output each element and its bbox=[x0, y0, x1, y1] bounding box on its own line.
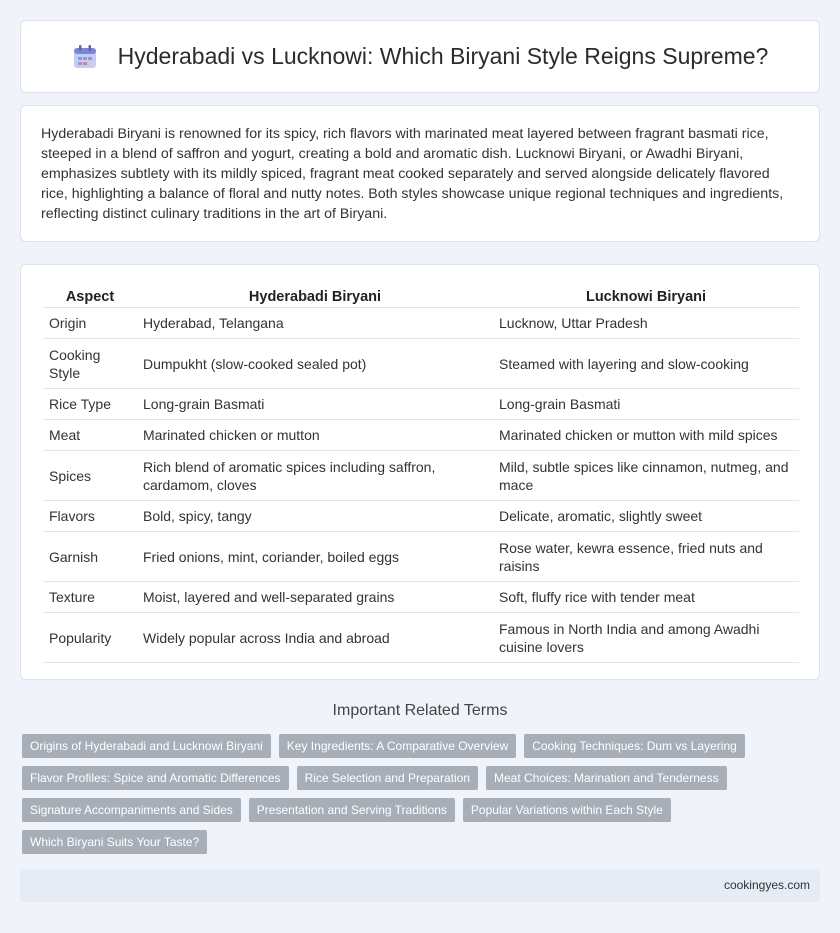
title-card bbox=[20, 20, 820, 93]
cell-aspect: Meat bbox=[43, 420, 137, 451]
cell-aspect: Garnish bbox=[43, 532, 137, 582]
cell-aspect: Spices bbox=[43, 451, 137, 501]
footer bbox=[20, 869, 820, 902]
term-tag[interactable]: Popular Variations within Each Style bbox=[463, 798, 671, 822]
cell-hyderabadi: Rich blend of aromatic spices including saffron, cardamom, cloves bbox=[137, 451, 493, 501]
term-tag[interactable]: Meat Choices: Marination and Tenderness bbox=[486, 766, 727, 790]
cell-lucknowi: Rose water, kewra essence, fried nuts and raisins bbox=[493, 532, 799, 582]
header-hyderabadi: Hyderabadi Biryani bbox=[137, 287, 493, 308]
cell-aspect: Cooking Style bbox=[43, 339, 137, 389]
table-row bbox=[43, 339, 799, 389]
term-tag[interactable]: Flavor Profiles: Spice and Aromatic Differences bbox=[22, 766, 289, 790]
cell-lucknowi: Mild, subtle spices like cinnamon, nutmeg, and mace bbox=[493, 451, 799, 501]
table-row bbox=[43, 613, 799, 663]
cell-aspect: Flavors bbox=[43, 501, 137, 532]
page-title: Hyderabadi vs Lucknowi: Which Biryani Style Reigns Supreme? bbox=[117, 43, 769, 69]
table-header-row bbox=[43, 287, 799, 308]
table-row bbox=[43, 582, 799, 613]
comparison-table bbox=[43, 287, 799, 663]
table-row bbox=[43, 451, 799, 501]
term-tag[interactable]: Origins of Hyderabadi and Lucknowi Biryani bbox=[22, 734, 271, 758]
calendar-icon bbox=[72, 44, 98, 70]
cell-lucknowi: Delicate, aromatic, slightly sweet bbox=[493, 501, 799, 532]
table-row bbox=[43, 389, 799, 420]
term-tag[interactable]: Rice Selection and Preparation bbox=[297, 766, 478, 790]
cell-hyderabadi: Bold, spicy, tangy bbox=[137, 501, 493, 532]
cell-aspect: Rice Type bbox=[43, 389, 137, 420]
cell-hyderabadi: Moist, layered and well-separated grains bbox=[137, 582, 493, 613]
cell-lucknowi: Famous in North India and among Awadhi cuisine lovers bbox=[493, 613, 799, 663]
table-row bbox=[43, 532, 799, 582]
related-terms-title: Important Related Terms bbox=[332, 702, 508, 719]
table-row bbox=[43, 308, 799, 339]
term-tag[interactable]: Key Ingredients: A Comparative Overview bbox=[279, 734, 516, 758]
table-card bbox=[20, 264, 820, 680]
cell-lucknowi: Soft, fluffy rice with tender meat bbox=[493, 582, 799, 613]
intro-card bbox=[20, 105, 820, 242]
cell-aspect: Origin bbox=[43, 308, 137, 339]
term-tag[interactable]: Signature Accompaniments and Sides bbox=[22, 798, 241, 822]
cell-hyderabadi: Widely popular across India and abroad bbox=[137, 613, 493, 663]
related-terms-list bbox=[22, 734, 802, 854]
cell-aspect: Texture bbox=[43, 582, 137, 613]
term-tag[interactable]: Which Biryani Suits Your Taste? bbox=[22, 830, 207, 854]
cell-hyderabadi: Fried onions, mint, coriander, boiled eggs bbox=[137, 532, 493, 582]
cell-lucknowi: Marinated chicken or mutton with mild spices bbox=[493, 420, 799, 451]
table-row bbox=[43, 501, 799, 532]
cell-hyderabadi: Long-grain Basmati bbox=[137, 389, 493, 420]
cell-aspect: Popularity bbox=[43, 613, 137, 663]
cell-lucknowi: Lucknow, Uttar Pradesh bbox=[493, 308, 799, 339]
header-lucknowi: Lucknowi Biryani bbox=[493, 287, 799, 308]
cell-hyderabadi: Marinated chicken or mutton bbox=[137, 420, 493, 451]
term-tag[interactable]: Presentation and Serving Traditions bbox=[249, 798, 455, 822]
header-aspect: Aspect bbox=[43, 287, 137, 308]
cell-hyderabadi: Dumpukht (slow-cooked sealed pot) bbox=[137, 339, 493, 389]
cell-hyderabadi: Hyderabad, Telangana bbox=[137, 308, 493, 339]
cell-lucknowi: Steamed with layering and slow-cooking bbox=[493, 339, 799, 389]
term-tag[interactable]: Cooking Techniques: Dum vs Layering bbox=[524, 734, 745, 758]
title-wrap bbox=[72, 43, 769, 70]
cell-lucknowi: Long-grain Basmati bbox=[493, 389, 799, 420]
footer-site[interactable]: cookingyes.com bbox=[723, 878, 810, 892]
table-row bbox=[43, 420, 799, 451]
intro-text: Hyderabadi Biryani is renowned for its spicy, rich flavors with marinated meat layered between fragrant basmati rice, steeped in a blend of saffron and yogurt, creating a bold and aromatic dish. Lucknowi Biryani, or Awadhi Biryani, emphasizes subtlety with its mildly spiced, fragrant meat cooked separately and served alongside delicately flavored rice, highlighting a balance of floral and nutty notes. Both styles showcase unique regional techniques and ingredients, reflecting distinct culinary traditions in the art of Biryani. bbox=[41, 126, 784, 222]
